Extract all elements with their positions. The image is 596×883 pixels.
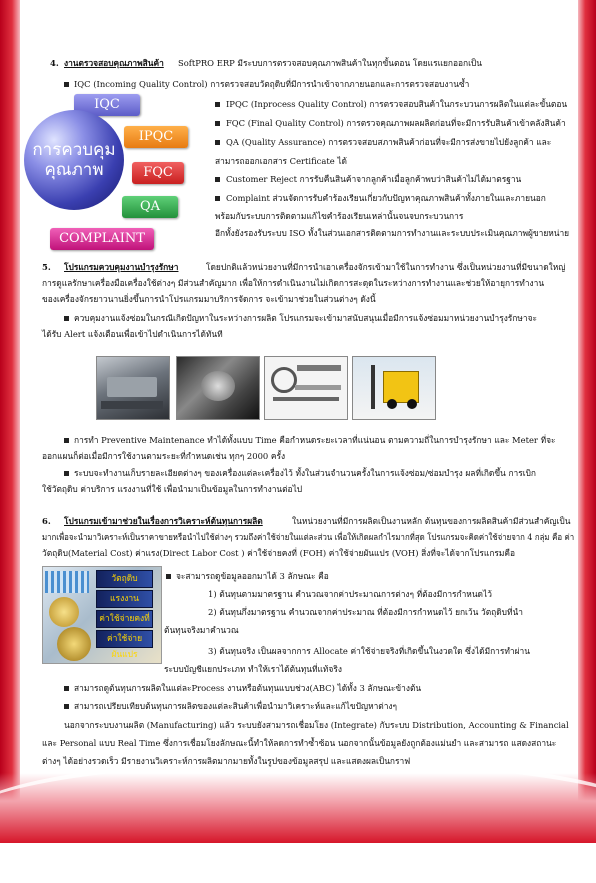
sphere-label-line2: คุณภาพ [44,160,104,180]
customer-reject-line: Customer Reject การรับคืนสินค้าจากลูกค้าเมื่อลูกค้าพบว่าสินค้าไม่ได้มาตรฐาน [226,174,522,184]
bullet [215,177,220,182]
bullet [215,196,220,201]
section5-bullet-2: การทำ Preventive Maintenance ทำได้ทั้งแบบ Time คือกำหนดระยะเวลาที่แน่นอน ตามความถี่ในการบำรุงรักษา และ Meter ที่จะ [74,435,556,445]
sphere-label-line1: การควบคุม [32,140,116,160]
section6-number: 6. [42,516,51,526]
bullet [64,686,69,691]
qa-badge: QA [122,196,178,218]
iqc-badge: IQC [74,94,140,116]
right-border-bar [578,0,596,843]
bullet [64,471,69,476]
factory-photo [96,356,170,420]
bottom-swoosh [0,757,596,883]
bullet [215,102,220,107]
section6-item-1: จะสามารถดูข้อมูลออกมาได้ 3 ลักษณะ คือ [176,571,329,581]
complaint-line: Complaint ส่วนจัดการรับคำร้องเรียนเกี่ยวกับปัญหาคุณภาพสินค้าทั้งภายในและภายนอก [226,193,546,203]
iqc-line: IQC (Incoming Quality Control) การตรวจสอบวัตถุดิบที่มีการนำเข้าจากภายนอกและการตรวจสอบงานซ้ำ [74,79,470,89]
ipqc-badge: IPQC [124,126,188,148]
section6-heading: โปรแกรมเข้ามาช่วยในเรื่องการวิเคราะห์ต้นทุนการผลิต [64,516,263,526]
section5-bullet-1-cont: ได้รับ Alert แจ้งเตือนเพื่อเข้าไปดำเนินการได้ทันที [42,329,223,339]
cost-label-fixed: ค่าใช้จ่ายคงที่ [96,610,153,628]
section5-number: 5. [42,262,51,272]
section6-para-4: นอกจากระบบงานผลิต (Manufacturing) แล้ว ระบบยังสามารถเชื่อมโยง (Integrate) กับระบบ Distribution, Accounting & Financial [64,720,569,730]
section5-bullet-3: ระบบจะทำงานเก็บรายละเอียดต่างๆ ของเครื่องแต่ละเครื่องไว้ ทั้งในส่วนจำนวนครั้งในการแจ้งซ่อม/ซ่อมบำรุง ผลที่เกิดขึ้น การเบิก [74,468,536,478]
section6-item-3: สามารถเปรียบเทียบต้นทุนการผลิตของแต่ละสินค้าเพื่อนำมาวิเคราะห์และแก้ไขปัญหาต่างๆ [74,701,398,711]
measuring-tools-photo [264,356,348,420]
iso-line: อีกทั้งยังรองรับระบบ ISO ทั้งในส่วนเอกสารติดตามการทำงานและระบบประเมินคุณภาพผู้ขายหน่าย [215,228,570,238]
section6-item-1-2-cont: ต้นทุนจริงมาคำนวณ [164,625,239,635]
section5-bullet-3-cont: ใช้วัตถุดิบ ค่าบริการ แรงงานที่ใช้ เพื่อนำมาเป็นข้อมูลในการทำงานต่อไป [42,484,303,494]
cost-label-variable: ค่าใช้จ่ายผันแปร [96,630,153,648]
section6-para-3: วัตถุดิบ(Material Cost) ค่าแรง(Direct Labor Cost ) ค่าใช้จ่ายคงที่ (FOH) ค่าใช้จ่ายผันแปร (VOH) สิ่งที่จะได้จากโปรแกรมคือ [42,548,516,558]
section6-para-4-cont: และ Personal แบบ Real Time ซึ่งการเชื่อมโยงลักษณะนี้ทำให้ลดการทำซ้ำซ้อน นอกจากนั้นข้อมูลยังถูกต้องแม่นยำ และสามารถ แสดงสถานะ [42,738,557,748]
section5-para-3: ของเครื่องจักรยาวนานยิ่งขึ้นการนำโปรแกรมมาบริการจัดการ จะเข้ามาช่วยในส่วนต่างๆ ดังนี้ [42,294,376,304]
section6-para-4-cont2: ต่างๆ ได้อย่างรวดเร็ว มีรายงานวิเคราะห์การผลิตมากมายทั้งในรูปของข้อมูลสรุป และแสดงผลเป็นกราฟ [42,756,411,766]
bullet [166,574,171,579]
section4-heading: งานตรวจสอบคุณภาพสินค้า [64,58,164,68]
section5-heading: โปรแกรมควบคุมงานบำรุงรักษา [64,262,179,272]
section5-para-1: โดยปกติแล้วหน่วยงานที่มีการนำเอาเครื่องจักรเข้ามาใช้ในการทำงาน ซึ่งเป็นหน่วยงานที่มีขนาดใหญ่ [206,262,566,272]
section6-para-1: ในหน่วยงานที่มีการผลิตเป็นงานหลัก ต้นทุนของการผลิตสินค้ามีส่วนสำคัญเป็น [292,516,571,526]
bullet [215,121,220,126]
bullet [64,82,69,87]
complaint-badge: COMPLAINT [50,228,154,250]
fqc-badge: FQC [132,162,184,184]
fqc-line: FQC (Final Quality Control) การตรวจคุณภาพผลผลิตก่อนที่จะมีการรับสินค้าเข้าคลังสินค้า [226,118,566,128]
complaint-line-2: พร้อมกับระบบการติดตามแก้ไขคำร้องเรียนเหล่านั้นจนจบกระบวนการ [215,211,464,221]
forklift-photo [352,356,436,420]
section6-item-1-2: 2) ต้นทุนกึ่งมาตรฐาน คำนวณจากค่าประมาณ ที่ต้องมีการกำหนดไว้ ยกเว้น วัตถุดิบที่นำ [208,607,523,617]
bullet [64,438,69,443]
section6-item-1-3-cont: ระบบบัญชีแยกประเภท ทำให้เราได้ต้นทุนที่แท้จริง [164,664,342,674]
section4-number: 4. [50,58,59,68]
qa-line-2: สามารถออกเอกสาร Certificate ได้ [215,156,347,166]
qa-line: QA (Quality Assurance) การตรวจสอบสภาพสินค้าก่อนที่จะมีการส่งขายไปยังลูกค้า และ [226,137,552,147]
ipqc-line: IPQC (Inprocess Quality Control) การตรวจสอบสินค้าในกระบวนการผลิตในแต่ละขั้นตอน [226,99,568,109]
section6-item-1-1: 1) ต้นทุนตามมาตรฐาน คำนวณจากค่าประมาณการต่างๆ ที่ต้องมีการกำหนดไว้ [208,589,492,599]
section5-para-2: การดูแลรักษาเครื่องมือเครื่องใช้ต่างๆ มีส่วนสำคัญมาก เพื่อให้การดำเนินงานไม่เกิดการสะดุดในระหว่างการทำงานและช่วยให้อายุการทำงาน [42,278,545,288]
left-border-bar [0,0,20,843]
cost-label-labor: แรงงาน [96,590,153,608]
section5-bullet-1: ควบคุมงานแจ้งซ่อมในกรณีเกิดปัญหาในระหว่างการผลิต โปรแกรมจะเข้ามาสนับสนุนเมื่อมีการแจ้งซ่อมมาหน่วยงานบำรุงรักษาจะ [74,313,538,323]
machine-photo [176,356,260,420]
section6-para-2: มากเพื่อจะนำมาวิเคราะห์เป็นราคาขายหรือนำไปใช้ต่างๆ รวมถึงค่าใช้จ่ายในแต่ละส่วน เพื่อให้เกิดผลกำไรมากที่สุด โปรแกรมจะคิดค่าใช้จ่ายจาก 4 กลุ่ม คือ ค่า [42,532,575,542]
cost-label-material: วัตถุดิบ [96,570,153,588]
section5-bullet-2-cont: ออกแผนก็ต่อเมื่อมีการใช้งานตามระยะที่กำหนดเช่น ทุกๆ 2000 ครั้ง [42,451,286,461]
bullet [64,704,69,709]
section4-intro: SoftPRO ERP มีระบบการตรวจสอบคุณภาพสินค้าในทุกขั้นตอน โดยแรแยกออกเป็น [178,58,482,68]
section6-item-2: สามารถดูต้นทุนการผลิตในแต่ละProcess งานหรือต้นทุนแบบช่วง(ABC) ได้ทั้ง 3 ลักษณะข้างต้น [74,683,422,693]
section6-item-1-3: 3) ต้นทุนจริง เป็นผลจากการ Allocate ค่าใช้จ่ายจริงที่เกิดขึ้นในงวดใด ซึ่งได้มีการทำผ่าน [208,646,530,656]
bullet [64,316,69,321]
bullet [215,140,220,145]
